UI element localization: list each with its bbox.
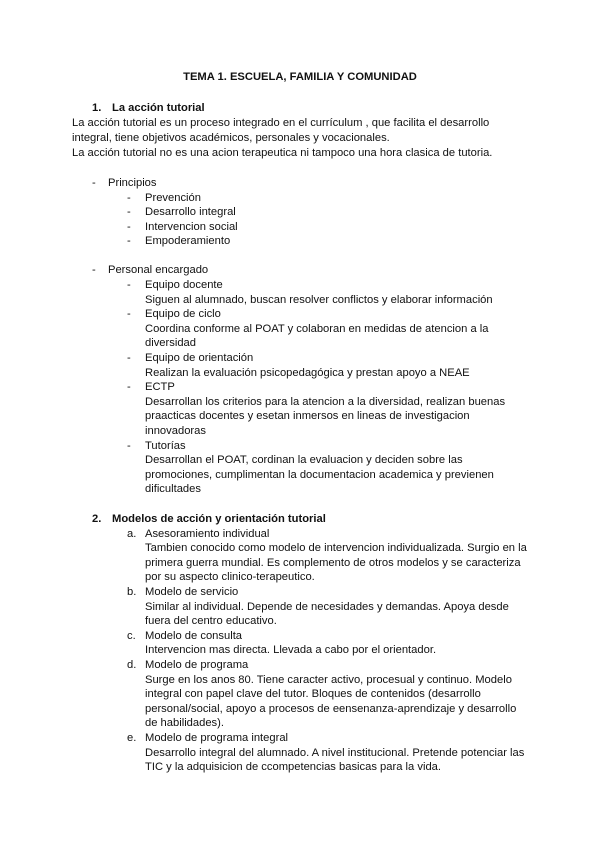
model-text: de habilidades).: [145, 717, 224, 729]
personal-item-name: Tutorías: [145, 440, 186, 452]
model-text: personal/social, apoyo a procesos de eensenanza-aprendizaje y desarrollo: [145, 703, 517, 715]
personal-item-text: diversidad: [145, 337, 196, 349]
intro-line: La acción tutorial no es una acion terapeutica ni tampoco una hora clasica de tutoria.: [72, 147, 493, 159]
model-text: Tambien conocido como modelo de intervencion individualizada. Surgio en la: [145, 542, 527, 554]
intro-line: La acción tutorial es un proceso integrado en el currículum , que facilita el desarrollo: [72, 117, 490, 129]
personal-item-text: Realizan la evaluación psicopedagógica y prestan apoyo a NEAE: [145, 367, 470, 379]
personal-item-text: innovadoras: [145, 425, 206, 437]
model-name: Modelo de servicio: [145, 586, 239, 598]
list-letter: a.: [127, 528, 137, 540]
personal-item-text: praacticas docentes y esetan inmersos en lineas de investigacion: [145, 410, 470, 422]
model-name: Modelo de consulta: [145, 630, 243, 642]
bullet-dash: -: [127, 308, 131, 320]
bullet-dash: -: [92, 177, 96, 189]
model-text: por su aspecto clinico-terapeutico.: [145, 571, 315, 583]
bullet-dash: -: [127, 440, 131, 452]
list-letter: b.: [127, 586, 137, 598]
model-name: Modelo de programa: [145, 659, 249, 671]
personal-item-text: Coordina conforme al POAT y colaboran en medidas de atencion a la: [145, 323, 489, 335]
bullet-dash: -: [127, 192, 131, 204]
principio-item: Prevención: [145, 192, 201, 204]
personal-item-text: promociones, cumplimentan la documentacion academica y previenen: [145, 469, 494, 481]
model-text: Intervencion mas directa. Llevada a cabo por el orientador.: [145, 644, 437, 656]
bullet-dash: -: [127, 381, 131, 393]
bullet-dash: -: [127, 352, 131, 364]
model-text: fuera del centro educativo.: [145, 615, 277, 627]
personal-item-name: Equipo de orientación: [145, 352, 254, 364]
intro-line: integral, tiene objetivos académicos, personales y vocacionales.: [72, 132, 390, 144]
model-text: Similar al individual. Depende de necesidades y demandas. Apoya desde: [145, 601, 509, 613]
personal-label: Personal encargado: [108, 264, 209, 276]
model-name: Modelo de programa integral: [145, 732, 289, 744]
personal-item-text: Desarrollan el POAT, cordinan la evaluacion y deciden sobre las: [145, 454, 463, 466]
section-1-number: 1.: [92, 102, 102, 114]
bullet-dash: -: [127, 235, 131, 247]
principios-label: Principios: [108, 177, 157, 189]
document-title: TEMA 1. ESCUELA, FAMILIA Y COMUNIDAD: [183, 71, 417, 83]
list-letter: d.: [127, 659, 137, 671]
principio-item: Empoderamiento: [145, 235, 231, 247]
principio-item: Intervencion social: [145, 221, 238, 233]
bullet-dash: -: [92, 264, 96, 276]
personal-item-text: Siguen al alumnado, buscan resolver conflictos y elaborar información: [145, 294, 493, 306]
bullet-dash: -: [127, 221, 131, 233]
principio-item: Desarrollo integral: [145, 206, 236, 218]
model-text: primera guerra mundial. Es complemento de otros modelos y se caracteriza: [145, 557, 521, 569]
section-1-heading: [92, 101, 205, 116]
personal-item-text: dificultades: [145, 483, 201, 495]
section-1-title: La acción tutorial: [112, 102, 205, 114]
section-2-heading: [92, 512, 326, 527]
section-2-title: Modelos de acción y orientación tutorial: [112, 513, 326, 525]
personal-item-text: Desarrollan los criterios para la atencion a la diversidad, realizan buenas: [145, 396, 506, 408]
model-text: integral con papel clave del tutor. Bloques de contenidos (desarrollo: [145, 688, 481, 700]
personal-item-name: ECTP: [145, 381, 175, 393]
list-letter: e.: [127, 732, 137, 744]
model-name: Asesoramiento individual: [145, 528, 270, 540]
personal-item-name: Equipo de ciclo: [145, 308, 221, 320]
section-2-number: 2.: [92, 513, 102, 525]
model-text: Surge en los anos 80. Tiene caracter activo, procesual y continuo. Modelo: [145, 674, 512, 686]
bullet-dash: -: [127, 206, 131, 218]
personal-item-name: Equipo docente: [145, 279, 223, 291]
list-letter: c.: [127, 630, 136, 642]
model-text: TIC y la adquisicion de ccompetencias basicas para la vida.: [145, 761, 441, 773]
bullet-dash: -: [127, 279, 131, 291]
model-text: Desarrollo integral del alumnado. A nivel institucional. Pretende potenciar las: [145, 747, 525, 759]
